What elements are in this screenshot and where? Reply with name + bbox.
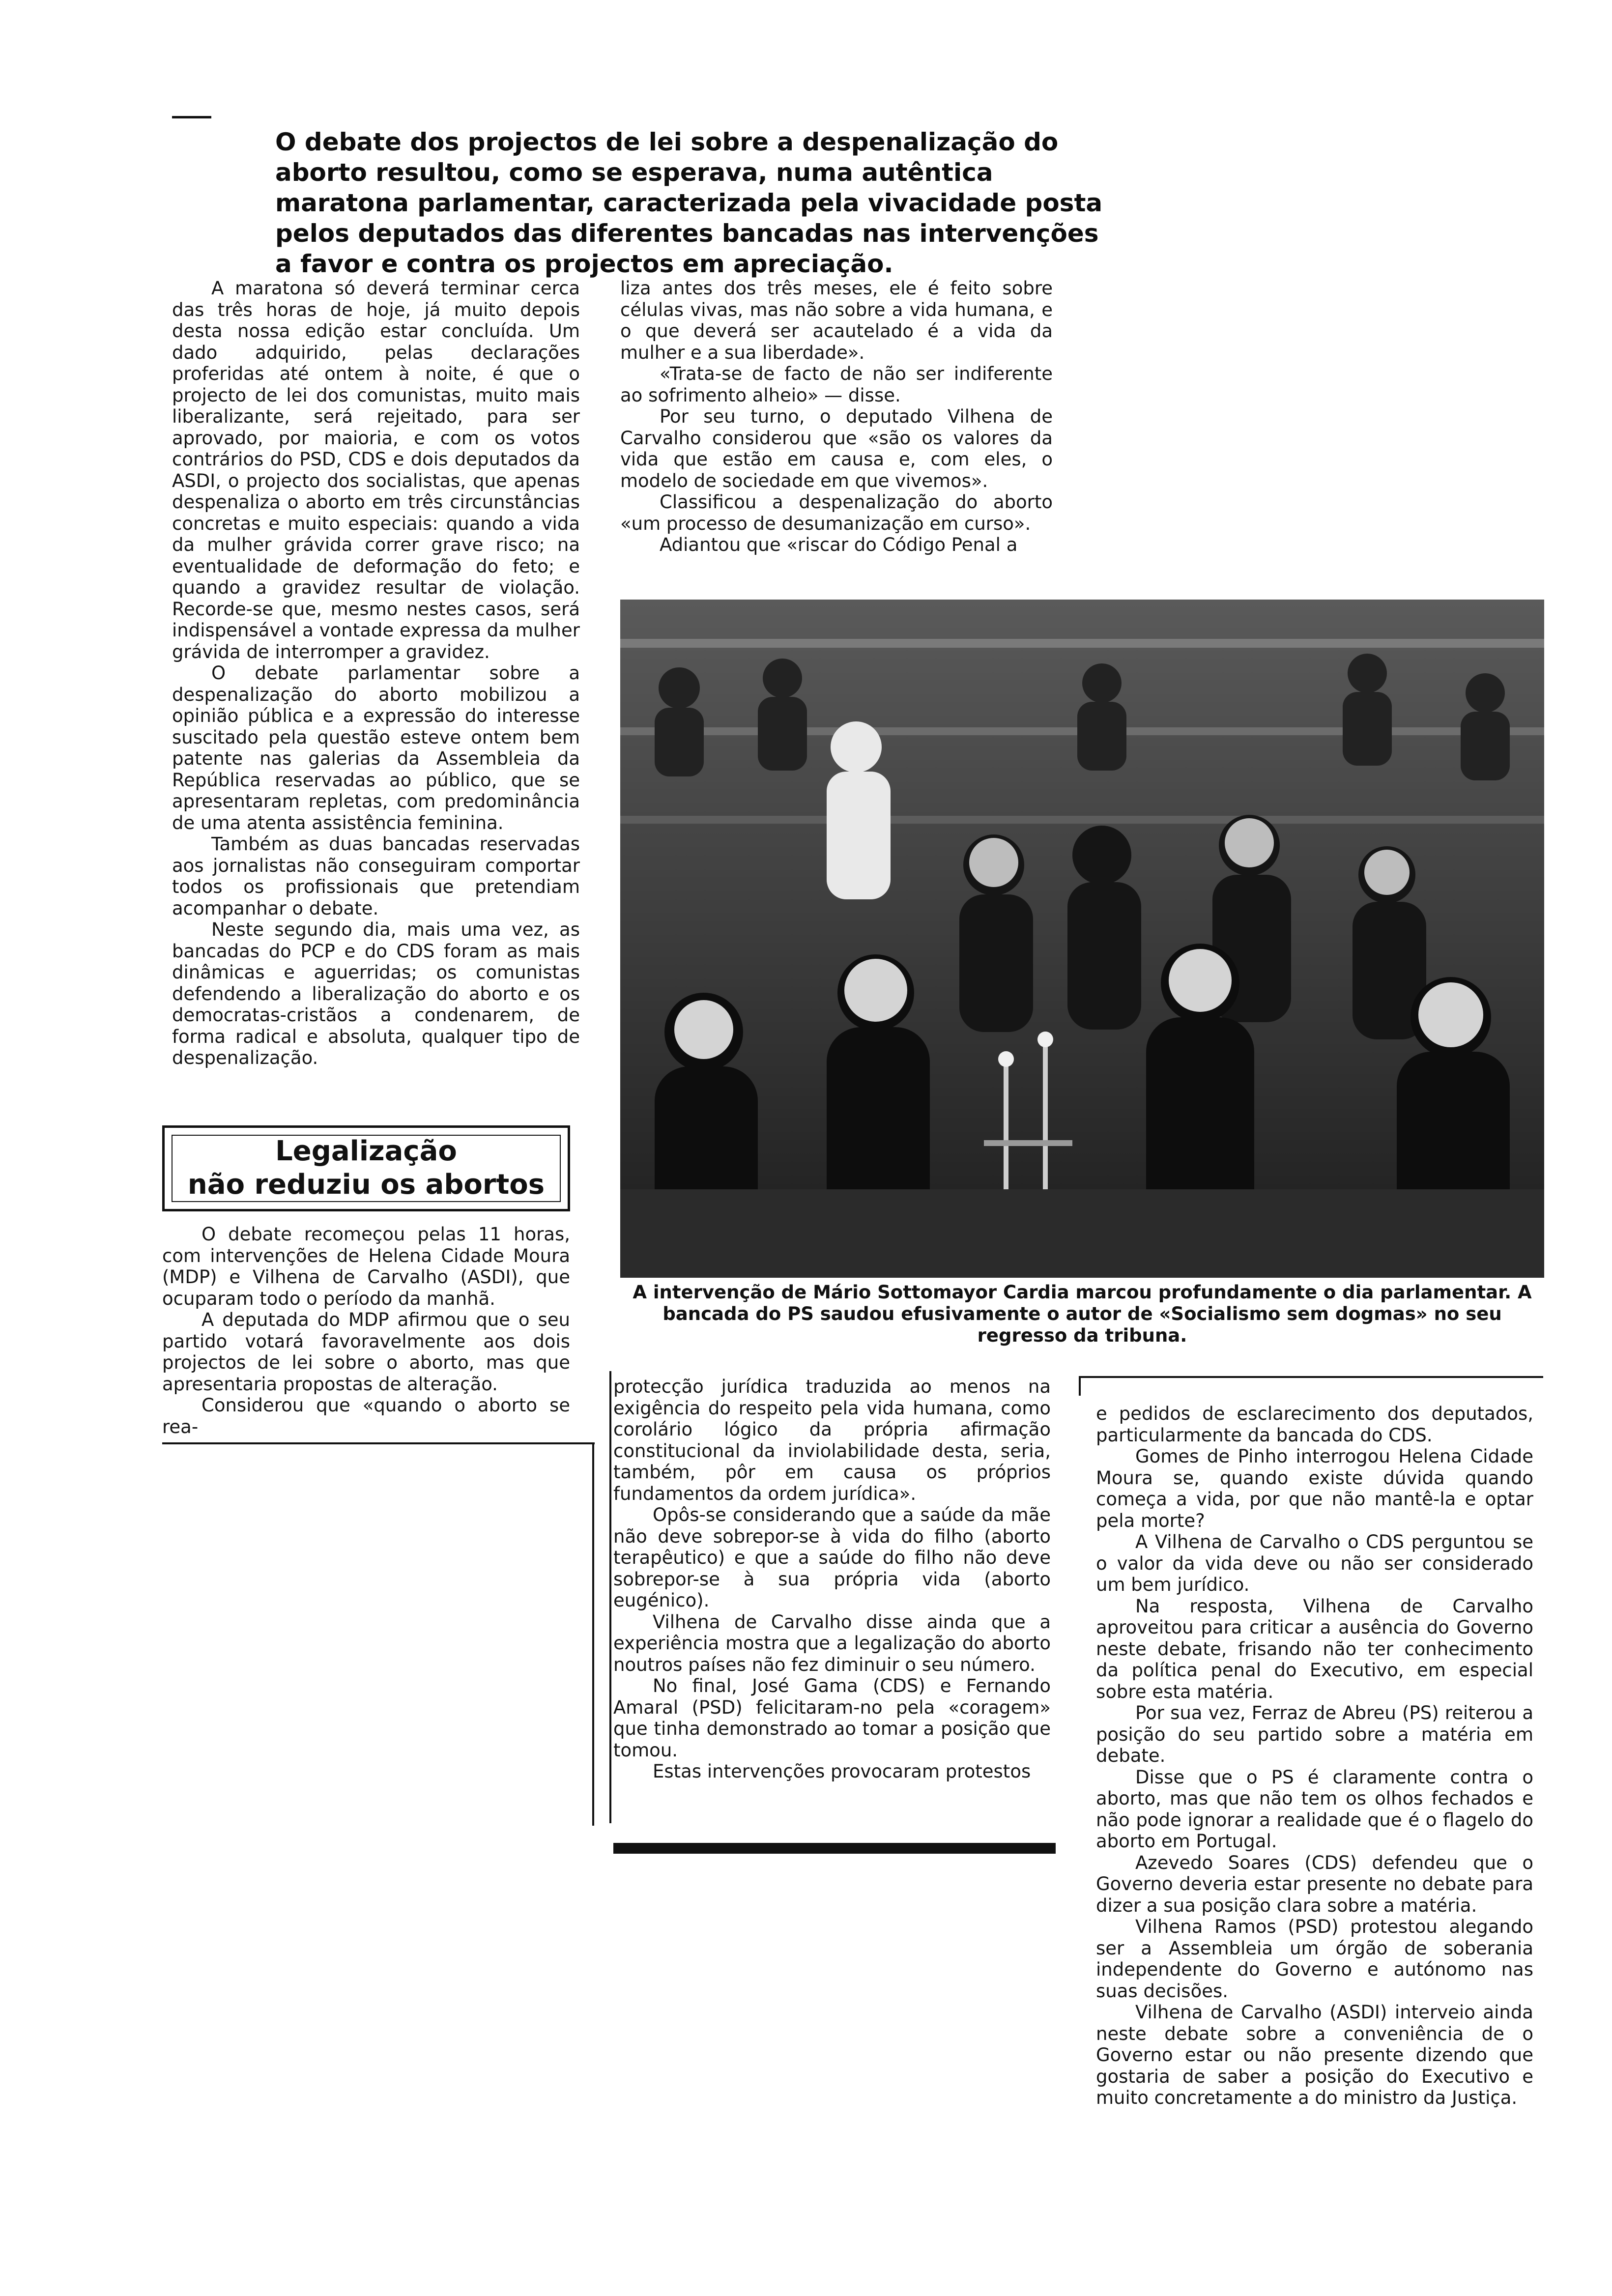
subheading-box [162, 1125, 570, 1211]
col3-paragraph-2: Opôs-se considerando que a saúde da mãe não deve sobrepor-se à vida do filho (aborto terapêutico) e que a saúde do filho não deve sobrepor-se à sua própria vida (aborto eugénico). [613, 1504, 1051, 1611]
subheading-inner-frame [172, 1135, 561, 1202]
col1-paragraph-6: A deputada do MDP afirmou que o seu partido votará favoravelmente aos dois projectos de lei sobre o aborto, mas que apresentaria propostas de alteração. [162, 1309, 570, 1395]
subheading-line-1: Legalização [275, 1135, 457, 1167]
top-rule [172, 116, 211, 118]
col1-paragraph-5: O debate recomeçou pelas 11 horas, com intervenções de Helena Cidade Moura (MDP) e Vilhena de Carvalho (ASDI), que ocuparam todo o período da manhã. [162, 1224, 570, 1309]
col1-paragraph-3: Também as duas bancadas reservadas aos jornalistas não conseguiram comportar todos os profissionais que pretendiam acompanhar o debate. [172, 833, 580, 919]
col1-paragraph-2: O debate parlamentar sobre a despenalização do aborto mobilizou a opinião pública e a expressão do interesse suscitado pela questão esteve ontem bem patente nas galerias da Assembleia da República reservadas ao público, que se apresentaram repletas, com predominância de uma atenta assistência feminina. [172, 662, 580, 833]
photo-caption: A intervenção de Mário Sottomayor Cardia marcou profundamente o dia parlamentar. A bancada do PS saudou efusivamente o autor de «Socialismo sem dogmas» no seu regresso da tribuna. [633, 1282, 1532, 1346]
column-4 [1096, 1403, 1533, 2109]
col4-paragraph-1: e pedidos de esclarecimento dos deputados, particularmente da bancada do CDS. [1096, 1403, 1533, 1446]
col3-paragraph-1: protecção jurídica traduzida ao menos na exigência do respeito pela vida humana, como corolário lógico da própria afirmação constitucional da inviolabilidade desta, seria, também, pôr em causa os próprios fundamentos da ordem jurídica». [613, 1376, 1051, 1504]
col4-paragraph-2: Gomes de Pinho interrogou Helena Cidade Moura se, quando existe dúvida quando começa a vida, por que não mantê-la e optar pela morte? [1096, 1446, 1533, 1531]
col3-paragraph-5: Estas intervenções provocaram protestos [653, 1761, 1031, 1782]
col4-paragraph-7: Azevedo Soares (CDS) defendeu que o Governo deveria estar presente no debate para dizer a sua posição clara sobre a matéria. [1096, 1852, 1533, 1916]
col1-right-rule [592, 1442, 594, 1826]
column-3 [613, 1376, 1051, 1782]
col4-top-rule [1079, 1376, 1543, 1378]
photo-illustration [620, 600, 1544, 1278]
col3-paragraph-4: No final, José Gama (CDS) e Fernando Amaral (PSD) felicitaram-no pela «coragem» que tinha demonstrado ao tomar a posição que tomou. [613, 1675, 1051, 1761]
col1-paragraph-1: A maratona só deverá terminar cerca das três horas de hoje, já muito depois desta nossa edição estar concluída. Um dado adquirido, pelas declarações proferidas até ontem à noite, é que o projecto de lei dos comunistas, muito mais liberalizante, será rejeitado, para ser aprovado, por maioria, e com os votos contrários do PSD, CDS e dois deputados da ASDI, o projecto dos socialistas, que apenas despenaliza o aborto em três circunstâncias concretas e muito especiais: quando a vida da mulher grávida correr grave risco; na eventualidade de deformação do feto; e quando a gravidez resultar de violação. Recorde-se que, mesmo nestes casos, será indispensável a vontade expressa da mulher grávida de interromper a gravidez. [172, 278, 580, 662]
col4-paragraph-6: Disse que o PS é claramente contra o aborto, mas que não tem os olhos fechados e não pode ignorar a realidade que é o flagelo do aborto em Portugal. [1096, 1766, 1533, 1852]
column-1 [172, 278, 580, 1069]
col2-paragraph-5: Adiantou que «riscar do Código Penal a [660, 534, 1018, 555]
col4-left-rule [1079, 1376, 1081, 1396]
col3-paragraph-3: Vilhena de Carvalho disse ainda que a experiência mostra que a legalização do aborto noutros países não fez diminuir o seu número. [613, 1611, 1051, 1675]
col2-paragraph-4: Classificou a despenalização do aborto «um processo de desumanização em curso». [620, 491, 1053, 534]
col4-paragraph-9: Vilhena de Carvalho (ASDI) interveio ainda neste debate sobre a conveniência de o Governo estar ou não presente dizendo que gostaria de saber a posição do Executivo e muito concretamente a do ministro da Justiça. [1096, 2002, 1533, 2108]
col4-paragraph-4: Na resposta, Vilhena de Carvalho aproveitou para criticar a ausência do Governo neste debate, frisando não ter conhecimento da política penal do Executivo, em especial sobre esta matéria. [1096, 1595, 1533, 1702]
col4-paragraph-5: Por sua vez, Ferraz de Abreu (PS) reiterou a posição do seu partido sobre a matéria em debate. [1096, 1702, 1533, 1766]
col1-paragraph-4: Neste segundo dia, mais uma vez, as bancadas do PCP e do CDS foram as mais dinâmicas e aguerridas; os comunistas defendendo a liberalização do aborto e os democratas-cristãos a condenarem, de forma radical e absoluta, qualquer tipo de despenalização. [172, 919, 580, 1068]
col3-bottom-rule [613, 1843, 1056, 1854]
col2-paragraph-1: liza antes dos três meses, ele é feito sobre células vivas, mas não sobre a vida humana, e o que deverá ser acautelado é a vida da mulher e a sua liberdade». [620, 278, 1053, 363]
subheading-line-2: não reduziu os abortos [187, 1169, 545, 1201]
col4-paragraph-3: A Vilhena de Carvalho o CDS perguntou se o valor da vida deve ou não ser considerado um bem jurídico. [1096, 1531, 1533, 1595]
col1-bottom-rule [162, 1442, 595, 1444]
col2-paragraph-2: «Trata-se de facto de não ser indiferente ao sofrimento alheio» — disse. [620, 363, 1053, 406]
col3-top-rule [609, 1371, 611, 1823]
lead-paragraph: O debate dos projectos de lei sobre a despenalização do aborto resultou, como se esperava, numa autêntica maratona parlamentar, caracterizada pela vivacidade posta pelos deputados das diferentes bancadas nas intervenções a favor e contra os projectos em apreciação. [275, 128, 1103, 278]
col1-paragraph-7: Considerou que «quando o aborto se rea- [162, 1395, 570, 1437]
column-2 [620, 278, 1053, 556]
col4-paragraph-8: Vilhena Ramos (PSD) protestou alegando ser a Assembleia um órgão de soberania independente do Governo e autónomo nas suas decisões. [1096, 1916, 1533, 2002]
col2-paragraph-3: Por seu turno, o deputado Vilhena de Carvalho considerou que «são os valores da vida que estão em causa e, com eles, o modelo de sociedade em que vivemos». [620, 406, 1053, 491]
parliament-photo [620, 600, 1544, 1278]
column-1-continued [162, 1224, 570, 1437]
